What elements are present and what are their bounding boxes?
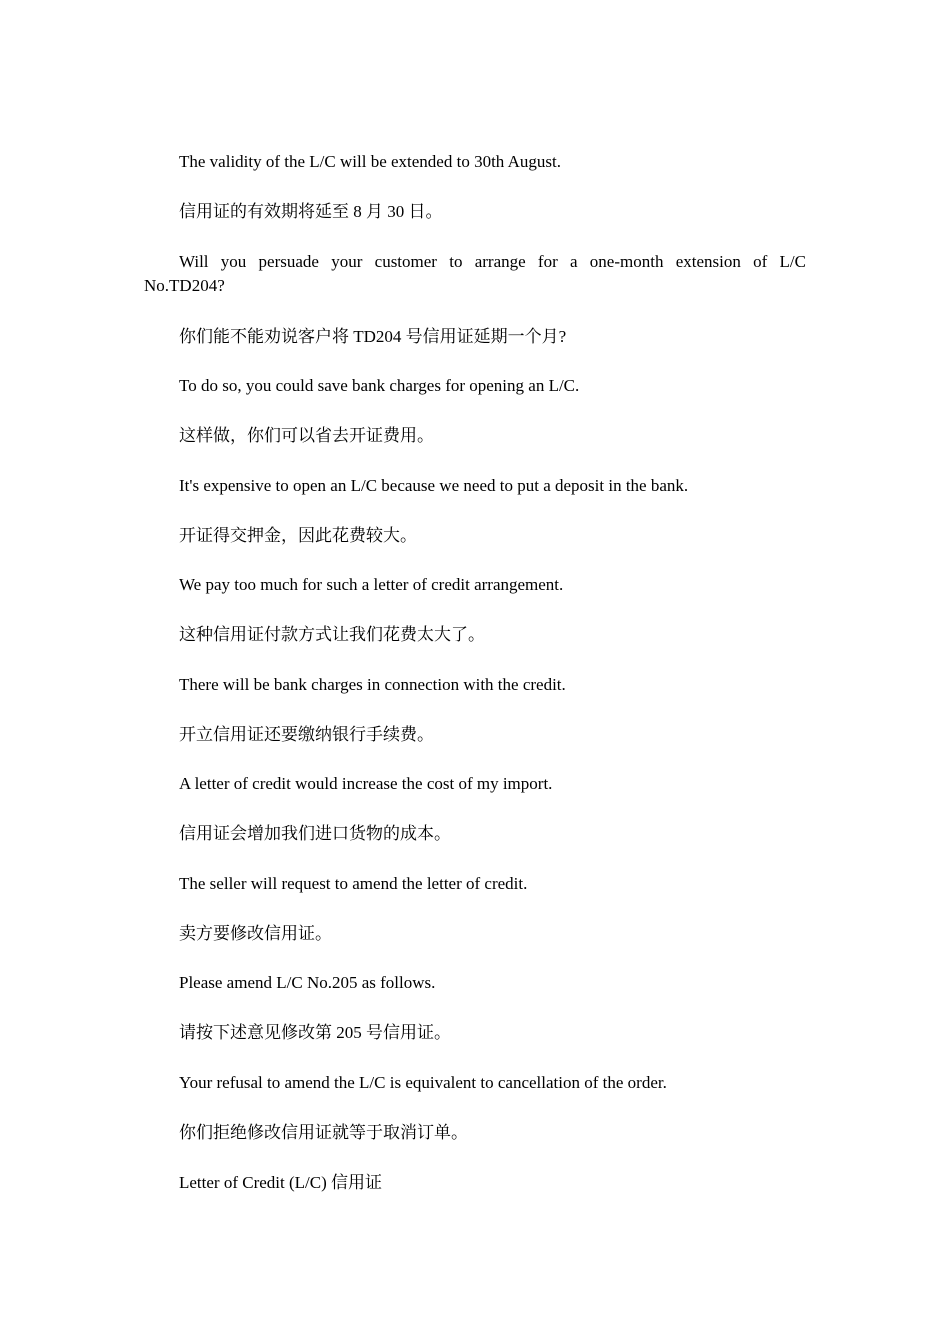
paragraph-en-refusal: Your refusal to amend the L/C is equivalent to cancellation of the order. [179, 1073, 667, 1092]
paragraph-zh-amend-205: 请按下述意见修改第 205 号信用证。 [179, 1023, 451, 1042]
paragraph-term-letter-of-credit: Letter of Credit (L/C) 信用证 [179, 1173, 383, 1192]
paragraph-zh-deposit: 开证得交押金，因此花费较大。 [179, 526, 417, 545]
paragraph-zh-seller-amend: 卖方要修改信用证。 [179, 924, 332, 943]
paragraph-en-bank-charges: There will be bank charges in connection with the credit. [179, 675, 566, 694]
paragraph-en-amend-205: Please amend L/C No.205 as follows. [179, 973, 436, 992]
paragraph-zh-save-charges: 这样做，你们可以省去开证费用。 [179, 426, 434, 445]
paragraph-en-import-cost: A letter of credit would increase the cost of my import. [179, 774, 553, 793]
paragraph-en-save-charges: To do so, you could save bank charges for opening an L/C. [179, 376, 580, 395]
paragraph-zh-bank-charges: 开立信用证还要缴纳银行手续费。 [179, 725, 434, 744]
paragraph-zh-pay-too-much: 这种信用证付款方式让我们花费太大了。 [179, 625, 485, 644]
paragraph-zh-extension: 你们能不能劝说客户将 TD204 号信用证延期一个月? [179, 327, 567, 346]
paragraph-en-seller-amend: The seller will request to amend the letter of credit. [179, 874, 528, 893]
paragraph-zh-refusal: 你们拒绝修改信用证就等于取消订单。 [179, 1123, 468, 1142]
paragraph-zh-validity: 信用证的有效期将延至 8 月 30 日。 [179, 202, 443, 221]
paragraph-en-extension: Will you persuade your customer to arrange for a one-month extension of L/C No.TD204? [144, 252, 806, 295]
paragraph-zh-import-cost: 信用证会增加我们进口货物的成本。 [179, 824, 451, 843]
paragraph-en-deposit: It's expensive to open an L/C because we need to put a deposit in the bank. [179, 476, 689, 495]
paragraph-en-pay-too-much: We pay too much for such a letter of credit arrangement. [179, 575, 564, 594]
paragraph-en-validity: The validity of the L/C will be extended to 30th August. [179, 152, 561, 171]
